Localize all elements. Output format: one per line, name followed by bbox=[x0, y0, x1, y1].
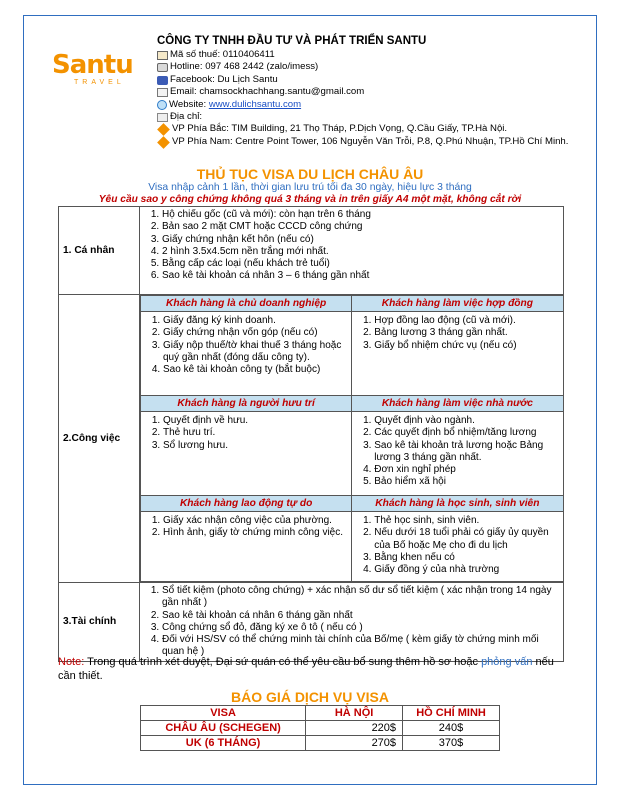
requirements-table bbox=[58, 206, 564, 662]
finance-label: 3.Tài chính bbox=[59, 583, 140, 662]
group-cell bbox=[352, 412, 563, 496]
header-hcm: HỒ CHÍ MINH bbox=[403, 706, 500, 721]
note-highlight: phỏng vấn bbox=[481, 656, 533, 668]
note-text: Trong quá trình xét duyệt, Đại sứ quán có thể yêu cầu bổ sung thêm hồ sơ hoặc bbox=[84, 656, 482, 668]
south-office-text: VP Phía Nam: Centre Point Tower, 106 Nguyễn Văn Trỗi, P.8, Q.Phú Nhuận, TP.Hồ Chí Minh. bbox=[172, 135, 569, 147]
list-item: 5. Bảo hiểm xã hội bbox=[374, 476, 560, 488]
work-table bbox=[140, 295, 564, 582]
list-item: 4. Sao kê tài khoản công ty (bắt buộc) bbox=[163, 364, 349, 376]
group-cell bbox=[352, 512, 563, 582]
header-hanoi: HÀ NỘI bbox=[306, 706, 403, 721]
list-item: 2. Bản sao 2 mặt CMT hoặc CCCD công chứng bbox=[162, 221, 561, 233]
list-item: 1. Quyết định về hưu. bbox=[163, 415, 349, 427]
list-item: 1. Giấy đăng ký kinh doanh. bbox=[163, 315, 349, 327]
address-line bbox=[157, 111, 587, 123]
visa-type: CHÂU ÂU (SCHEGEN) bbox=[141, 721, 306, 736]
finance-list bbox=[140, 585, 561, 659]
note-key: Note: bbox=[58, 656, 85, 668]
list-item: 1. Quyết định vào ngành. bbox=[374, 415, 560, 427]
group-title: Khách hàng là người hưu trí bbox=[141, 396, 352, 412]
phone-icon bbox=[157, 63, 168, 72]
group-title: Khách hàng lao động tự do bbox=[141, 496, 352, 512]
group-title: Khách hàng là chủ doanh nghiệp bbox=[141, 296, 352, 312]
table-header-row bbox=[141, 706, 500, 721]
list-item: 1. Thẻ học sinh, sinh viên. bbox=[374, 515, 560, 527]
personal-label: 1. Cá nhân bbox=[59, 207, 140, 295]
list-item: 2. Thẻ hưu trí. bbox=[163, 427, 349, 439]
email-icon bbox=[157, 88, 168, 97]
list-item: 2. Bảng lương 3 tháng gần nhất. bbox=[374, 327, 560, 339]
list-item: 3. Giấy bổ nhiệm chức vụ (nếu có) bbox=[374, 340, 560, 352]
list-item: 3. Sổ lương hưu. bbox=[163, 440, 349, 452]
price-hanoi: 270$ bbox=[306, 736, 403, 751]
tax-line bbox=[157, 49, 587, 61]
list-item: 2. Hình ảnh, giấy tờ chứng minh công việc. bbox=[163, 527, 349, 539]
group-title: Khách hàng làm việc hợp đồng bbox=[352, 296, 563, 312]
list-item: 3. Công chứng sổ đỏ, đăng ký xe ô tô ( nếu có ) bbox=[162, 622, 561, 634]
list-item: 4. Giấy đồng ý của nhà trường bbox=[374, 564, 560, 576]
pricing-title: BÁO GIÁ DỊCH VỤ VISA bbox=[231, 689, 389, 705]
work-label: 2.Công việc bbox=[59, 295, 140, 583]
list-item: 3. Giấy nộp thuế/tờ khai thuế 3 tháng hoặc quý gần nhất (đóng dấu công ty). bbox=[163, 340, 349, 365]
document-icon bbox=[157, 51, 168, 60]
facebook-text: Facebook: Du Lịch Santu bbox=[170, 73, 278, 85]
diamond-bullet-icon bbox=[157, 136, 170, 149]
work-row bbox=[59, 295, 564, 583]
logo-word: Santu bbox=[52, 50, 133, 80]
list-item: 2. Giấy chứng nhận vốn góp (nếu có) bbox=[163, 327, 349, 339]
south-office bbox=[157, 136, 587, 148]
website-link[interactable]: www.dulichsantu.com bbox=[208, 98, 302, 110]
note-end: nếu cần thiết. bbox=[58, 656, 554, 682]
list-item: 4. Đối với HS/SV có thể chứng minh tài chính của Bố/mẹ ( kèm giấy tờ chứng minh mối quan hệ ) bbox=[162, 634, 561, 659]
north-office-text: VP Phía Bắc: TIM Building, 21 Thọ Tháp, P.Dịch Vọng, Q.Cầu Giấy, TP.Hà Nội. bbox=[172, 123, 508, 135]
document-title: THỦ TỤC VISA DU LỊCH CHÂU ÂU bbox=[196, 166, 424, 182]
globe-icon bbox=[157, 100, 167, 110]
list-item: 1. Sổ tiết kiệm (photo công chứng) + xác nhận số dư sổ tiết kiệm ( xác nhận trong 14 ngày gần nhất ) bbox=[162, 585, 561, 610]
list-item: 3. Bằng khen nếu có bbox=[374, 552, 560, 564]
list-item: 1. Hợp đồng lao động (cũ và mới). bbox=[374, 315, 560, 327]
group-cell bbox=[141, 512, 352, 582]
group-title: Khách hàng là học sinh, sinh viên bbox=[352, 496, 563, 512]
personal-cell bbox=[140, 207, 564, 295]
address-label: Địa chỉ: bbox=[170, 111, 202, 123]
work-cell bbox=[140, 295, 564, 583]
list-item: 5. Bằng cấp các loại (nếu khách trẻ tuổi) bbox=[162, 258, 561, 270]
diamond-bullet-icon bbox=[157, 123, 170, 136]
group-title: Khách hàng làm việc nhà nước bbox=[352, 396, 563, 412]
hotline-line bbox=[157, 61, 587, 73]
list-item: 1. Giấy xác nhận công việc của phường. bbox=[163, 515, 349, 527]
finance-cell bbox=[140, 583, 564, 662]
table-row bbox=[141, 721, 500, 736]
email-line bbox=[157, 86, 587, 98]
visa-type: UK (6 THÁNG) bbox=[141, 736, 306, 751]
personal-row bbox=[59, 207, 564, 295]
list-item: 4. Đơn xin nghỉ phép bbox=[374, 464, 560, 476]
list-item: 6. Sao kê tài khoản cá nhân 3 – 6 tháng gần nhất bbox=[162, 270, 561, 282]
website-line bbox=[157, 99, 587, 111]
list-item: 1. Hộ chiếu gốc (cũ và mới): còn hạn trên 6 tháng bbox=[162, 209, 561, 221]
price-hanoi: 220$ bbox=[306, 721, 403, 736]
personal-list bbox=[140, 209, 561, 283]
north-office bbox=[157, 123, 587, 135]
logo-sub: TRAVEL bbox=[74, 79, 125, 86]
list-item: 3. Giấy chứng nhận kết hôn (nếu có) bbox=[162, 234, 561, 246]
santu-logo bbox=[52, 52, 132, 94]
group-cell bbox=[352, 312, 563, 396]
header-visa: VISA bbox=[141, 706, 306, 721]
table-row bbox=[141, 736, 500, 751]
finance-row bbox=[59, 583, 564, 662]
note bbox=[58, 655, 568, 683]
list-item: 2. Sao kê tài khoản cá nhân 6 tháng gần nhất bbox=[162, 610, 561, 622]
website-label: Website: bbox=[169, 98, 207, 110]
address-icon bbox=[157, 113, 168, 122]
email-text: Email: chamsockhachhang.santu@gmail.com bbox=[170, 86, 365, 98]
pricing-table bbox=[140, 705, 500, 751]
facebook-icon bbox=[157, 76, 168, 85]
company-info bbox=[157, 35, 587, 148]
document-subtitle: Visa nhập cảnh 1 lần, thời gian lưu trú tối đa 30 ngày, hiệu lực 3 tháng bbox=[148, 182, 472, 193]
tax-text: Mã số thuế: 0110406411 bbox=[170, 49, 275, 60]
list-item: 4. 2 hình 3.5x4.5cm nền trắng mới nhất. bbox=[162, 246, 561, 258]
list-item: 2. Các quyết định bổ nhiệm/tăng lương bbox=[374, 427, 560, 439]
company-name: CÔNG TY TNHH ĐẦU TƯ VÀ PHÁT TRIỂN SANTU bbox=[157, 35, 427, 47]
facebook-line bbox=[157, 74, 587, 86]
price-hcm: 240$ bbox=[403, 721, 500, 736]
hotline-text: Hotline: 097 468 2442 (zalo/imess) bbox=[170, 61, 319, 73]
list-item: 2. Nếu dưới 18 tuổi phải có giấy ủy quyền của Bố hoặc Mẹ cho đi du lịch bbox=[374, 527, 560, 552]
requirement-warning: Yêu cầu sao y công chứng không quá 3 tháng và in trên giấy A4 một mặt, không cắt rời bbox=[98, 194, 522, 205]
group-cell bbox=[141, 312, 352, 396]
list-item: 3. Sao kê tài khoản trả lương hoặc Bảng lương 3 tháng gần nhất. bbox=[374, 440, 560, 465]
price-hcm: 370$ bbox=[403, 736, 500, 751]
group-cell bbox=[141, 412, 352, 496]
